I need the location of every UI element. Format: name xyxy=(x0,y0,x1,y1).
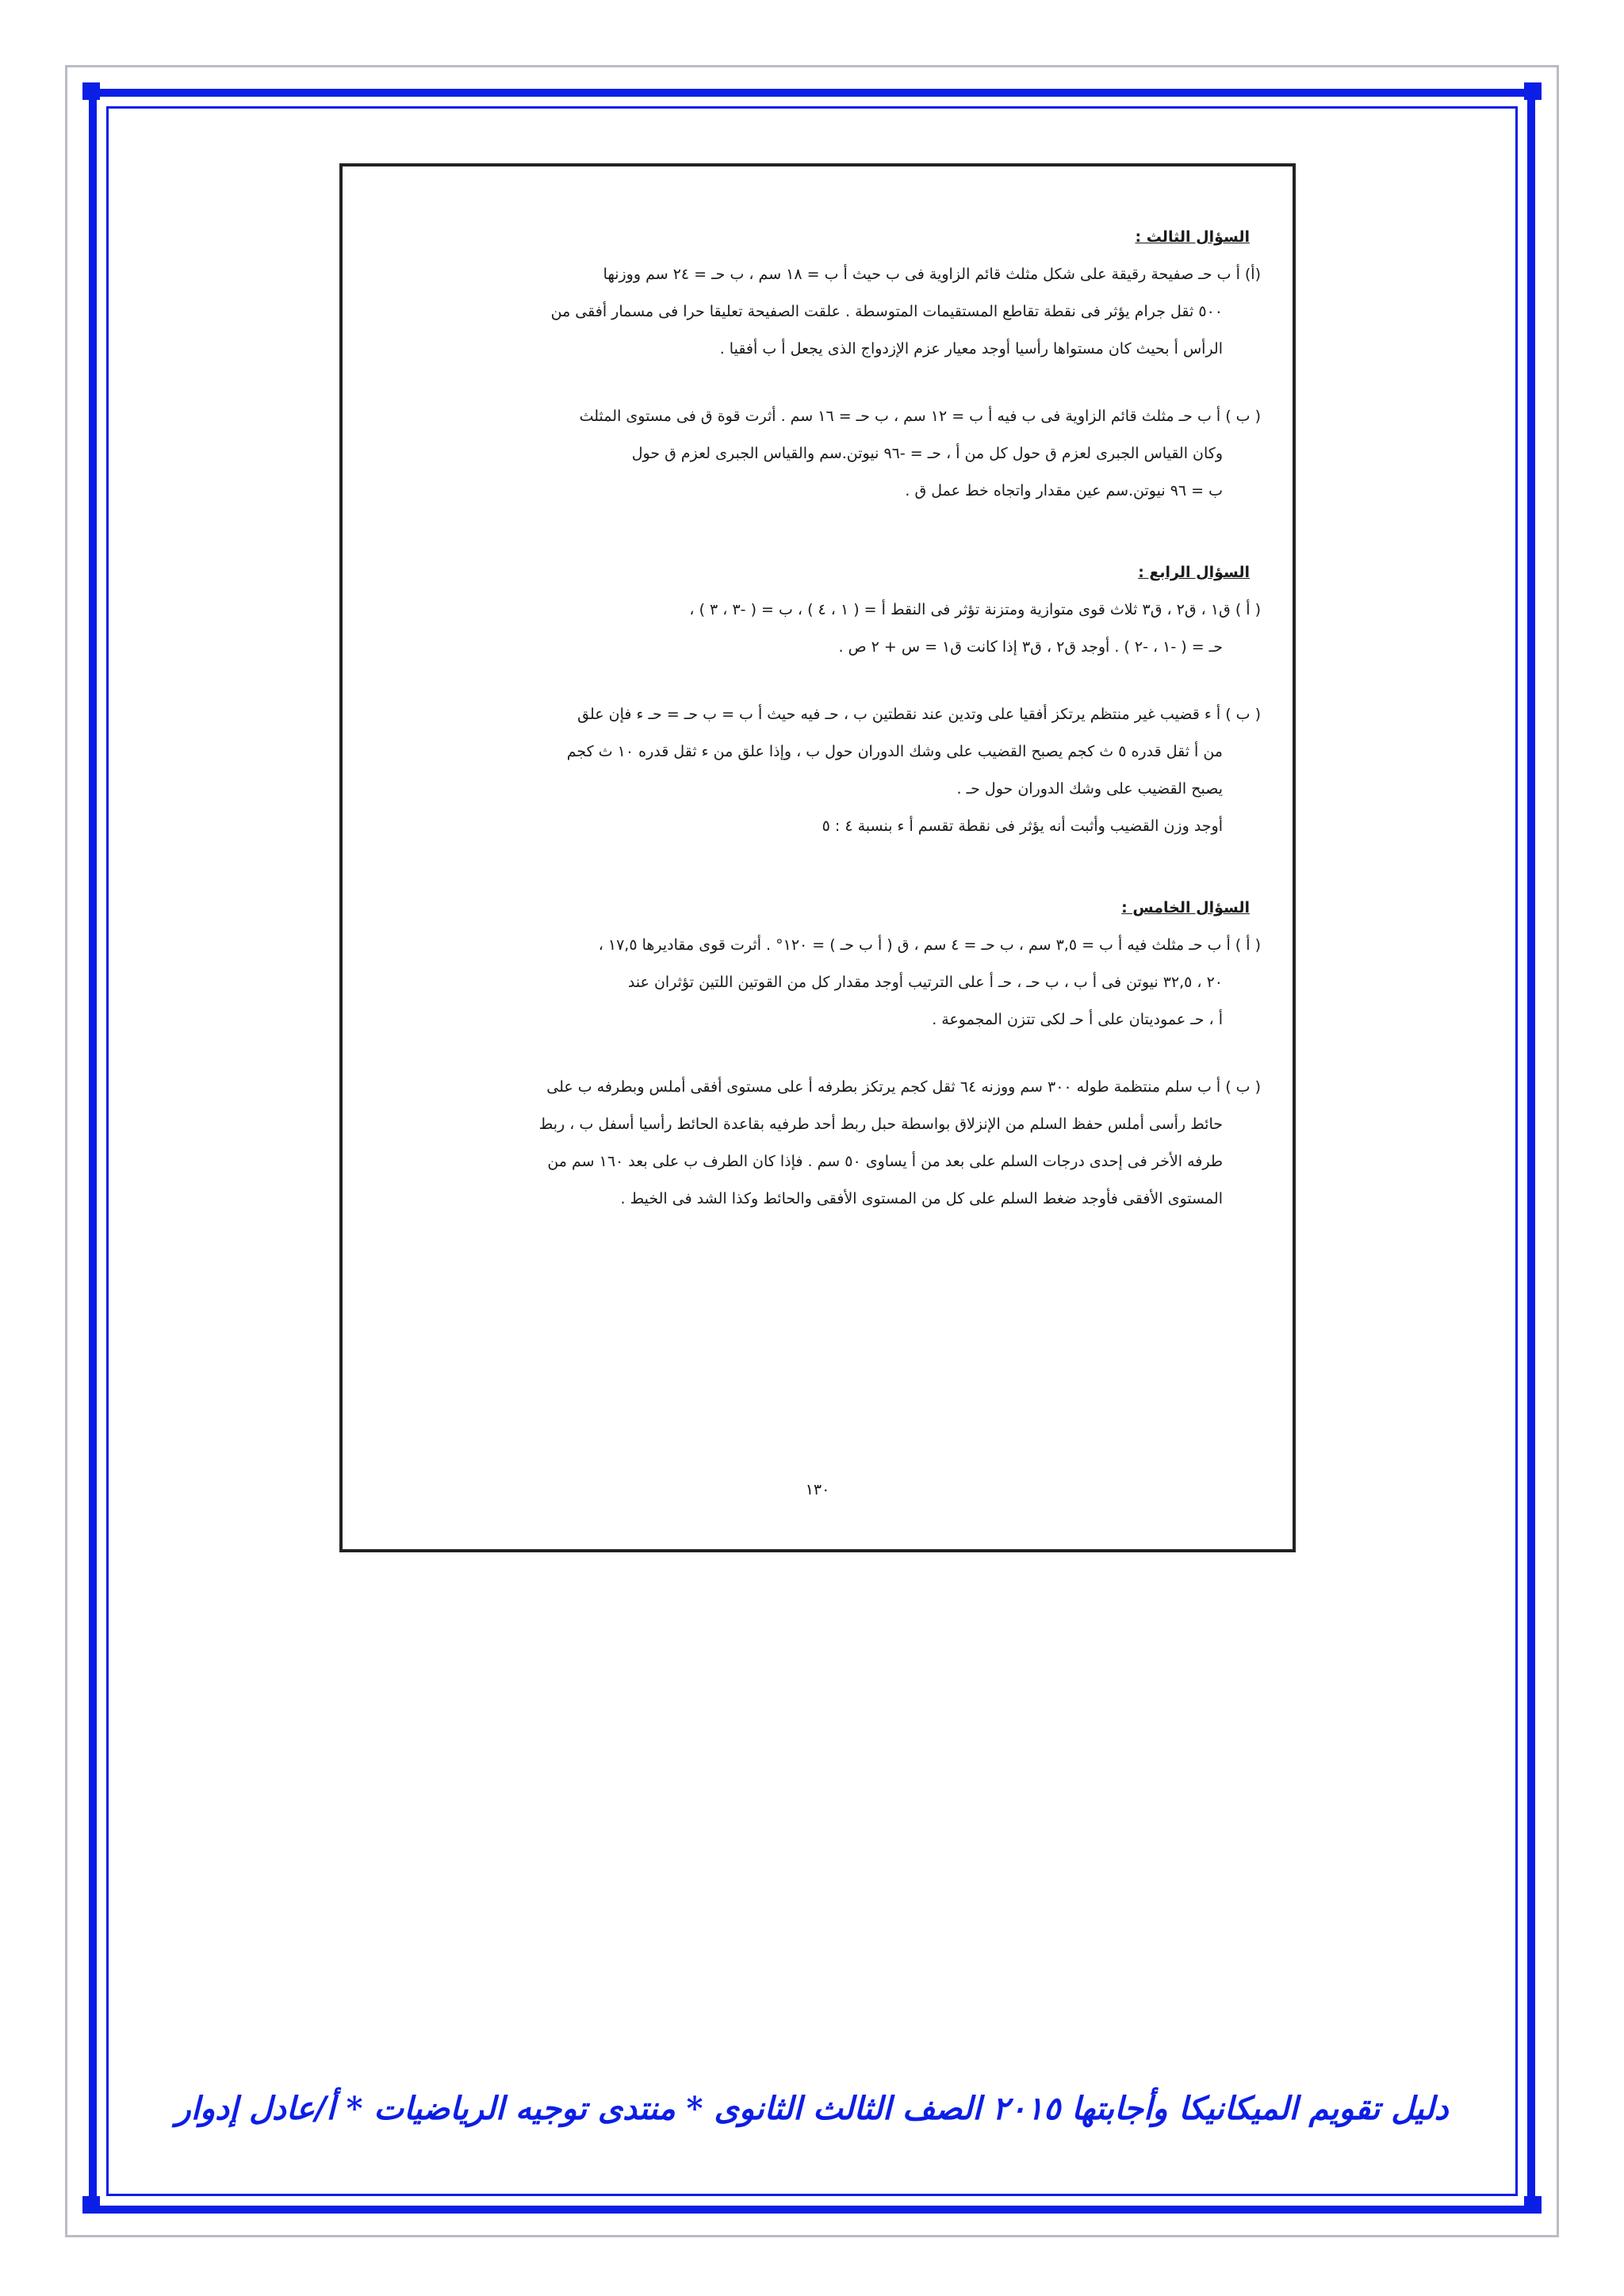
question-heading: السؤال الخامس : xyxy=(1121,899,1250,916)
question-line: وكان القياس الجبرى لعزم ق حول كل من أ ، حـ = -٩٦ نيوتن.سم والقياس الجبرى لعزم ق حول xyxy=(631,445,1223,462)
question-line: ( أ ) أ ب حـ مثلث فيه أ ب = ٣,٥ سم ، ب حـ = ٤ سم ، ق ( أ ب حـ ) = ١٢٠° . أثرت قوى مقاديرها ١٧,٥ ، xyxy=(598,936,1261,954)
question-line: ( أ ) ق١ ، ق٢ ، ق٣ ثلاث قوى متوازية ومتزنة تؤثر فى النقط أ = ( ١ ، ٤ ) ، ب = ( -٣ ، ٣ ) ، xyxy=(689,601,1261,618)
question-line: حائط رأسى أملس حفظ السلم من الإنزلاق بواسطة حبل ربط أحد طرفيه بقاعدة الحائط رأسيا أسفل ب ، ربط xyxy=(538,1115,1223,1133)
question-line: (أ) أ ب حـ صفيحة رقيقة على شكل مثلث قائم الزاوية فى ب حيث أ ب = ١٨ سم ، ب حـ = ٢٤ سم ووزنها xyxy=(603,266,1261,283)
question-line: ( ب ) أ ب حـ مثلث قائم الزاوية فى ب فيه أ ب = ١٢ سم ، ب حـ = ١٦ سم . أثرت قوة ق فى مستوى المثلث xyxy=(579,408,1261,425)
question-heading: السؤال الرابع : xyxy=(1138,564,1250,581)
question-part-b xyxy=(366,1069,1261,1218)
scanned-page xyxy=(339,163,1296,1552)
question-line: ٥٠٠ ثقل جرام يؤثر فى نقطة تقاطع المستقيمات المتوسطة . علقت الصفيحة تعليقا حرا فى مسمار أفقى من xyxy=(550,303,1223,320)
question-part-a xyxy=(366,256,1261,368)
question-line: ب = ٩٦ نيوتن.سم عين مقدار واتجاه خط عمل ق . xyxy=(905,482,1223,499)
question-line: الرأس أ بحيث كان مستواها رأسيا أوجد معيار عزم الإزدواج الذى يجعل أ ب أفقيا . xyxy=(719,340,1223,358)
question-5 xyxy=(366,890,1261,1218)
question-line: أ ، حـ عموديتان على أ حـ لكى تتزن المجموعة . xyxy=(932,1011,1223,1028)
question-line: طرفه الأخر فى إحدى درجات السلم على بعد من أ يساوى ٥٠ سم . فإذا كان الطرف ب على بعد ١٦٠ سم من xyxy=(547,1153,1223,1170)
question-3 xyxy=(366,219,1261,510)
question-line: حـ = ( -١ ، -٢ ) . أوجد ق٢ ، ق٣ إذا كانت ق١ = س + ٢ ص . xyxy=(838,638,1223,656)
corner-ornament xyxy=(1524,2196,1542,2214)
corner-ornament xyxy=(82,2196,100,2214)
question-line: ( ب ) أ ب سلم منتظمة طوله ٣٠٠ سم ووزنه ٦٤ ثقل كجم يرتكز بطرفه أ على مستوى أفقى أملس وبطرفه ب على xyxy=(546,1078,1261,1096)
question-heading: السؤال الثالث : xyxy=(1135,228,1250,246)
questions-content xyxy=(366,219,1261,1218)
corner-ornament xyxy=(82,82,100,100)
question-line: من أ ثقل قدره ٥ ث كجم يصبح القضيب على وشك الدوران حول ب ، وإذا علق من ء ثقل قدره ١٠ ث كجم xyxy=(566,743,1223,760)
question-part-a xyxy=(366,591,1261,666)
question-part-b xyxy=(366,696,1261,845)
question-4 xyxy=(366,554,1261,845)
page-number: ١٣٠ xyxy=(805,1481,830,1498)
question-line: ٢٠ ، ٣٢,٥ نيوتن فى أ ب ، ب حـ ، حـ أ على الترتيب أوجد مقدار كل من القوتين اللتين تؤثران عند xyxy=(627,974,1223,991)
corner-ornament xyxy=(1524,82,1542,100)
footer-caption: دليل تقويم الميكانيكا وأجابتها ٢٠١٥ الصف الثالث الثانوى * منتدى توجيه الرياضيات * أ/عادل إدوار xyxy=(175,2090,1449,2127)
question-part-b xyxy=(366,398,1261,510)
question-line: ( ب ) أ ء قضيب غير منتظم يرتكز أفقيا على وتدين عند نقطتين ب ، حـ فيه حيث أ ب = ب حـ = حـ ء فإن علق xyxy=(577,706,1261,723)
question-line: يصبح القضيب على وشك الدوران حول حـ . xyxy=(956,780,1223,798)
question-line: المستوى الأفقى فأوجد ضغط السلم على كل من المستوى الأفقى والحائط وكذا الشد فى الخيط . xyxy=(620,1190,1223,1207)
question-part-a xyxy=(366,927,1261,1039)
question-line: أوجد وزن القضيب وأثبت أنه يؤثر فى نقطة تقسم أ ء بنسبة ٤ : ٥ xyxy=(822,817,1223,835)
